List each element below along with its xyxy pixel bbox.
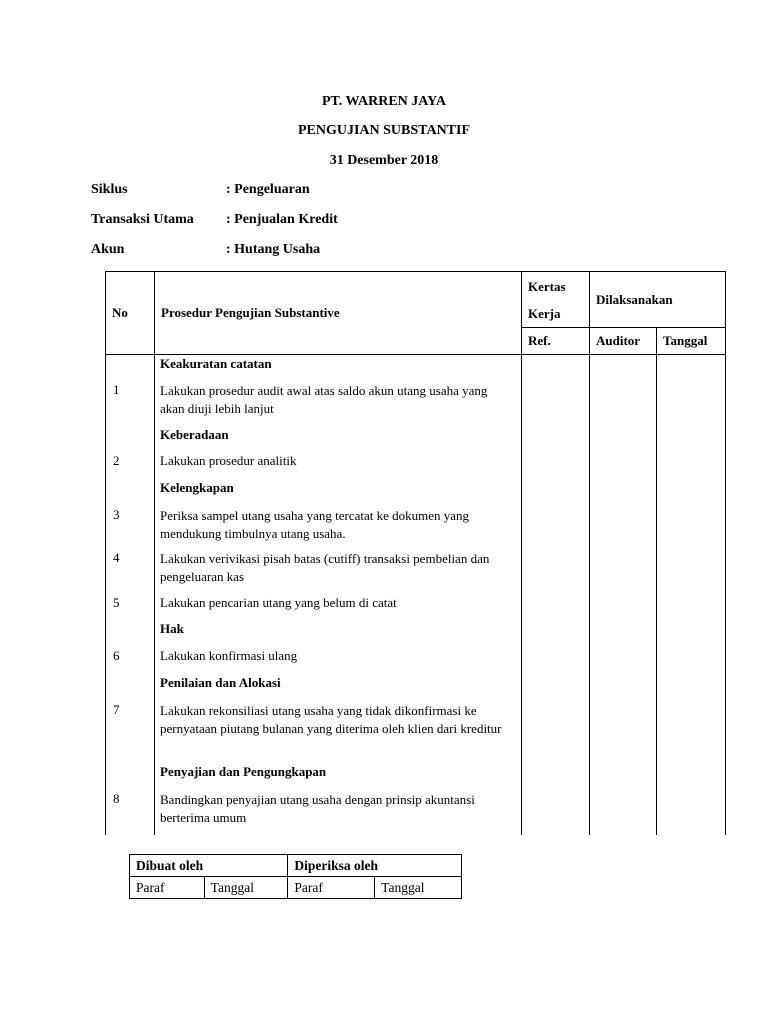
meta-label-siklus: Siklus	[91, 182, 128, 197]
section-heading: Penilaian dan Alokasi	[160, 675, 281, 690]
meta-value-akun: : Hutang Usaha	[226, 242, 321, 257]
section-heading: Keberadaan	[160, 427, 229, 442]
tanggal-cell: Tanggal	[375, 877, 462, 899]
procedures-table	[105, 271, 726, 835]
ref-column-cell	[522, 355, 590, 835]
procedure-item: Lakukan rekonsiliasi utang usaha yang tidak dikonfirmasi ke pernyataan piutang bulanan yang diterima oleh klien dari kreditur	[160, 703, 502, 736]
section-heading: Kelengkapan	[160, 480, 234, 495]
checked-by-header: Diperiksa oleh	[288, 855, 462, 877]
col-header-ref: Ref.	[522, 328, 590, 355]
procedure-item: Periksa sampel utang usaha yang tercatat ke dokumen yang mendukung timbulnya utang usaha.	[160, 508, 470, 541]
procedure-item: Lakukan prosedur analitik	[160, 453, 297, 468]
section-heading: Keakuratan catatan	[160, 356, 272, 371]
signoff-table	[129, 854, 462, 899]
procedure-item: Lakukan verivikasi pisah batas (cutiff) transaksi pembelian dan pengeluaran kas	[160, 551, 490, 584]
row-number: 1	[113, 382, 120, 397]
meta-value-transaksi: : Penjualan Kredit	[226, 212, 338, 227]
paraf-cell: Paraf	[288, 877, 375, 899]
col-header-auditor: Auditor	[590, 328, 657, 355]
section-heading: Penyajian dan Pengungkapan	[160, 764, 327, 779]
paraf-cell: Paraf	[130, 877, 205, 899]
procedure-item: Lakukan konfirmasi ulang	[160, 648, 298, 663]
auditor-column-cell	[590, 355, 657, 835]
col-header-dilaksanakan: Dilaksanakan	[590, 272, 726, 328]
procedure-item: Bandingkan penyajian utang usaha dengan prinsip akuntansi berterima umum	[160, 792, 475, 825]
col-header-no: No	[106, 272, 155, 355]
no-column-cell	[106, 355, 155, 835]
document-date: 31 Desember 2018	[329, 153, 439, 168]
made-by-header: Dibuat oleh	[130, 855, 288, 877]
row-number: 6	[113, 648, 120, 663]
tanggal-cell: Tanggal	[204, 877, 288, 899]
row-number: 3	[113, 507, 120, 522]
col-header-tanggal: Tanggal	[657, 328, 726, 355]
procedure-item: Lakukan prosedur audit awal atas saldo akun utang usaha yang akan diuji lebih lanjut	[160, 383, 488, 416]
document-title: PENGUJIAN SUBSTANTIF	[297, 123, 471, 138]
row-number: 4	[113, 550, 120, 565]
row-number: 5	[113, 595, 120, 610]
col-header-workpaper: Kertas Kerja	[522, 272, 590, 328]
row-number: 8	[113, 791, 120, 806]
meta-value-siklus: : Pengeluaran	[226, 182, 310, 197]
row-number: 7	[113, 702, 120, 717]
company-name: PT. WARREN JAYA	[321, 94, 447, 109]
tanggal-column-cell	[657, 355, 726, 835]
meta-label-akun: Akun	[91, 242, 125, 257]
procedure-column-cell	[155, 355, 522, 835]
meta-label-transaksi: Transaksi Utama	[91, 212, 194, 227]
procedure-item: Lakukan pencarian utang yang belum di catat	[160, 595, 397, 610]
col-header-procedure: Prosedur Pengujian Substantive	[155, 272, 522, 355]
row-number: 2	[113, 453, 120, 468]
section-heading: Hak	[160, 621, 184, 636]
